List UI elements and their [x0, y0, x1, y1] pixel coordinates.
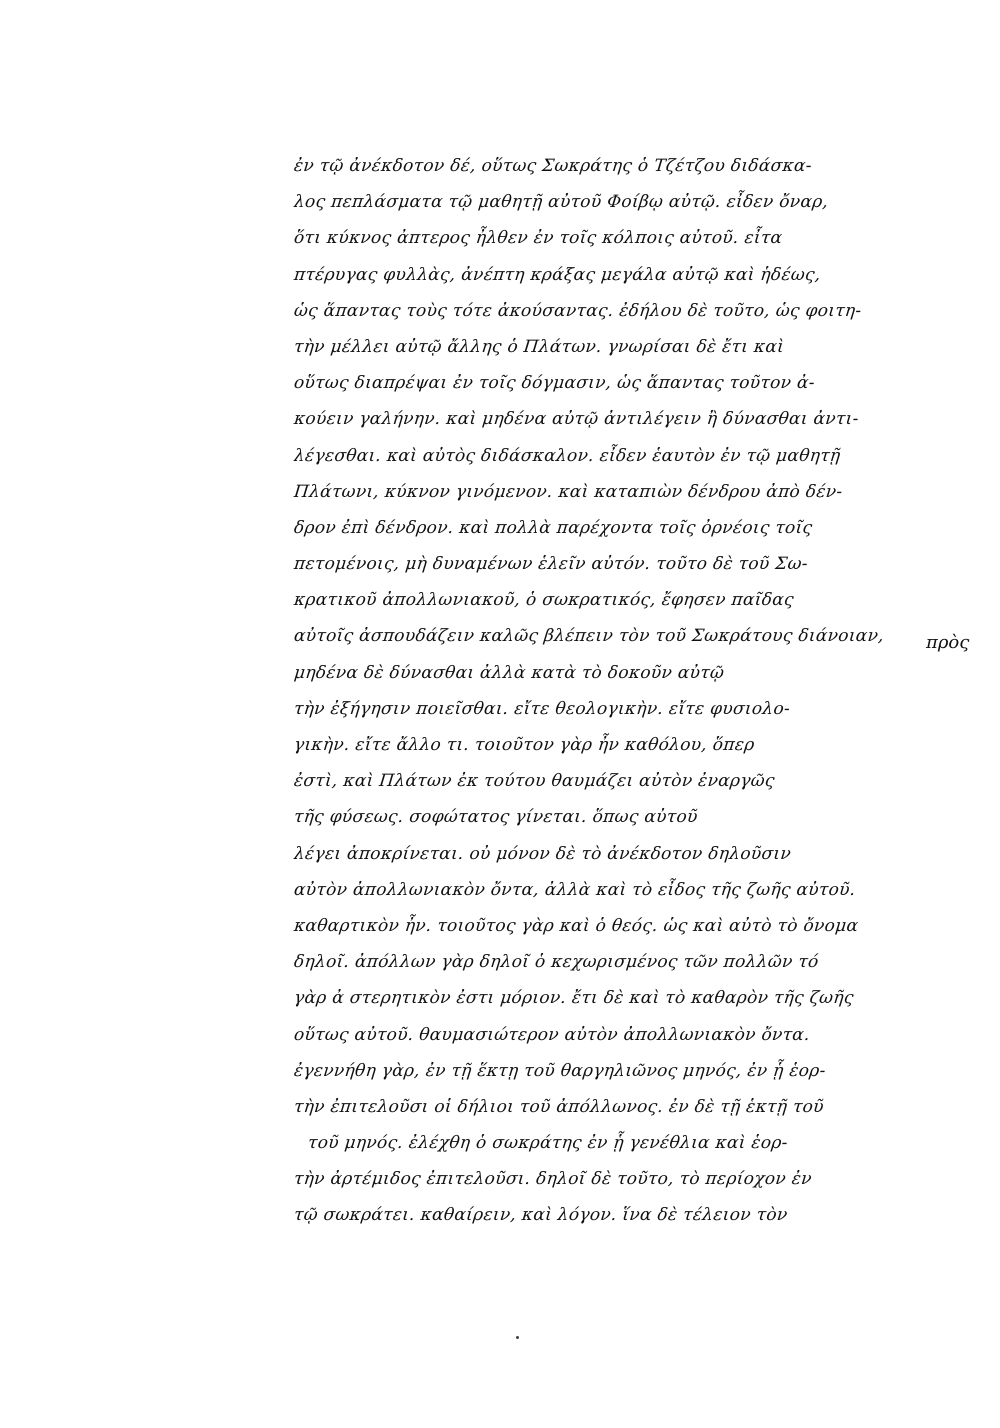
manuscript-text-block: [294, 148, 894, 1234]
manuscript-line-13: κρατικοῦ ἀπολλωνιακοῦ, ὁ σωκρατικός, ἔφησεν παῖδας: [292, 590, 795, 611]
manuscript-line-7: οὕτως διαπρέψαι ἐν τοῖς δόγμασιν, ὡς ἅπαντας τοῦτον ἀ-: [292, 373, 816, 394]
manuscript-line-9: λέγεσθαι. καὶ αὐτὸς διδάσκαλον. εἶδεν ἑαυτὸν ἐν τῷ μαθητῇ: [292, 445, 842, 466]
margin-note: πρὸς: [926, 632, 970, 653]
manuscript-line-20: λέγει ἀποκρίνεται. οὐ μόνον δὲ τὸ ἀνέκδοτον δηλοῦσιν: [292, 843, 793, 864]
manuscript-line-6: τὴν μέλλει αὐτῷ ἄλλης ὁ Πλάτων. γνωρίσαι δὲ ἔτι καὶ: [292, 336, 786, 357]
manuscript-line-23: δηλοῖ. ἀπόλλων γὰρ δηλοῖ ὁ κεχωρισμένος τῶν πολλῶν τό: [292, 952, 820, 973]
manuscript-line-2: λος πεπλάσματα τῷ μαθητῇ αὐτοῦ Φοίβῳ αὐτῷ. εἶδεν ὄναρ,: [292, 192, 830, 213]
manuscript-line-12: πετομένοις, μὴ δυναμένων ἑλεῖν αὐτόν. τοῦτο δὲ τοῦ Σω-: [292, 554, 809, 575]
manuscript-line-11: δρον ἐπὶ δένδρον. καὶ πολλὰ παρέχοντα τοῖς ὀρνέοις τοῖς: [292, 517, 814, 538]
manuscript-line-24: γὰρ ἀ στερητικὸν ἐστι μόριον. ἔτι δὲ καὶ τὸ καθαρὸν τῆς ζωῆς: [292, 988, 855, 1009]
manuscript-line-10: Πλάτωνι, κύκνον γινόμενον. καὶ καταπιὼν δένδρου ἀπὸ δέν-: [292, 481, 844, 502]
manuscript-line-17: γικὴν. εἴτε ἄλλο τι. τοιοῦτον γὰρ ἦν καθόλου, ὅπερ: [292, 735, 756, 755]
manuscript-line-29: τὴν ἀρτέμιδος ἐπιτελοῦσι. δηλοῖ δὲ τοῦτο, τὸ περίοχον ἐν: [292, 1169, 813, 1190]
manuscript-line-22: καθαρτικὸν ἦν. τοιοῦτος γὰρ καὶ ὁ θεός. ὡς καὶ αὐτὸ τὸ ὄνομα: [292, 915, 860, 936]
manuscript-line-8: κούειν γαλήνην. καὶ μηδένα αὐτῷ ἀντιλέγειν ἢ δύνασθαι ἀντι-: [292, 409, 860, 430]
manuscript-line-19: τῆς φύσεως. σοφώτατος γίνεται. ὅπως αὐτοῦ: [292, 807, 699, 828]
manuscript-line-18: ἐστὶ, καὶ Πλάτων ἐκ τούτου θαυμάζει αὐτὸν ἐναργῶς: [292, 771, 776, 792]
manuscript-line-28: τοῦ μηνός. ἐλέχθη ὁ σωκράτης ἐν ᾗ γενέθλια καὶ ἑορ-: [306, 1133, 789, 1154]
manuscript-line-21: αὐτὸν ἀπολλωνιακὸν ὄντα, ἀλλὰ καὶ τὸ εἶδος τῆς ζωῆς αὐτοῦ.: [292, 879, 857, 900]
manuscript-line-30: τῷ σωκράτει. καθαίρειν, καὶ λόγον. ἵνα δὲ τέλειον τὸν: [292, 1205, 789, 1226]
manuscript-line-4: πτέρυγας φυλλὰς, ἀνέπτη κράξας μεγάλα αὐτῷ καὶ ἡδέως,: [292, 264, 822, 285]
page-mark-dot: [516, 1336, 519, 1339]
manuscript-line-25: οὕτως αὐτοῦ. θαυμασιώτερον αὐτὸν ἀπολλωνιακὸν ὄντα.: [292, 1024, 811, 1045]
manuscript-line-1: ἐν τῷ ἀνέκδοτον δέ, οὕτως Σωκράτης ὁ Τζέτζου διδάσκα-: [292, 156, 813, 176]
manuscript-line-27: τὴν ἐπιτελοῦσι οἱ δήλιοι τοῦ ἀπόλλωνος. ἐν δὲ τῇ ἑκτῇ τοῦ: [292, 1096, 825, 1117]
manuscript-line-5: ὡς ἅπαντας τοὺς τότε ἀκούσαντας. ἐδήλου δὲ τοῦτο, ὡς φοιτη-: [292, 300, 863, 321]
manuscript-line-15: μηδένα δὲ δύνασθαι ἀλλὰ κατὰ τὸ δοκοῦν αὐτῷ: [292, 662, 726, 683]
manuscript-line-16: τὴν ἐξήγησιν ποιεῖσθαι. εἴτε θεολογικὴν. εἴτε φυσιολο-: [292, 698, 792, 719]
manuscript-line-26: ἐγεννήθη γὰρ, ἐν τῇ ἕκτῃ τοῦ θαργηλιῶνος μηνός, ἐν ᾗ ἑορ-: [292, 1060, 827, 1081]
manuscript-line-3: ὅτι κύκνος ἀπτερος ἦλθεν ἐν τοῖς κόλποις αὐτοῦ. εἶτα: [292, 228, 784, 249]
manuscript-line-14: αὐτοῖς ἀσπουδάζειν καλῶς βλέπειν τὸν τοῦ Σωκράτους διάνοιαν,: [292, 626, 885, 647]
